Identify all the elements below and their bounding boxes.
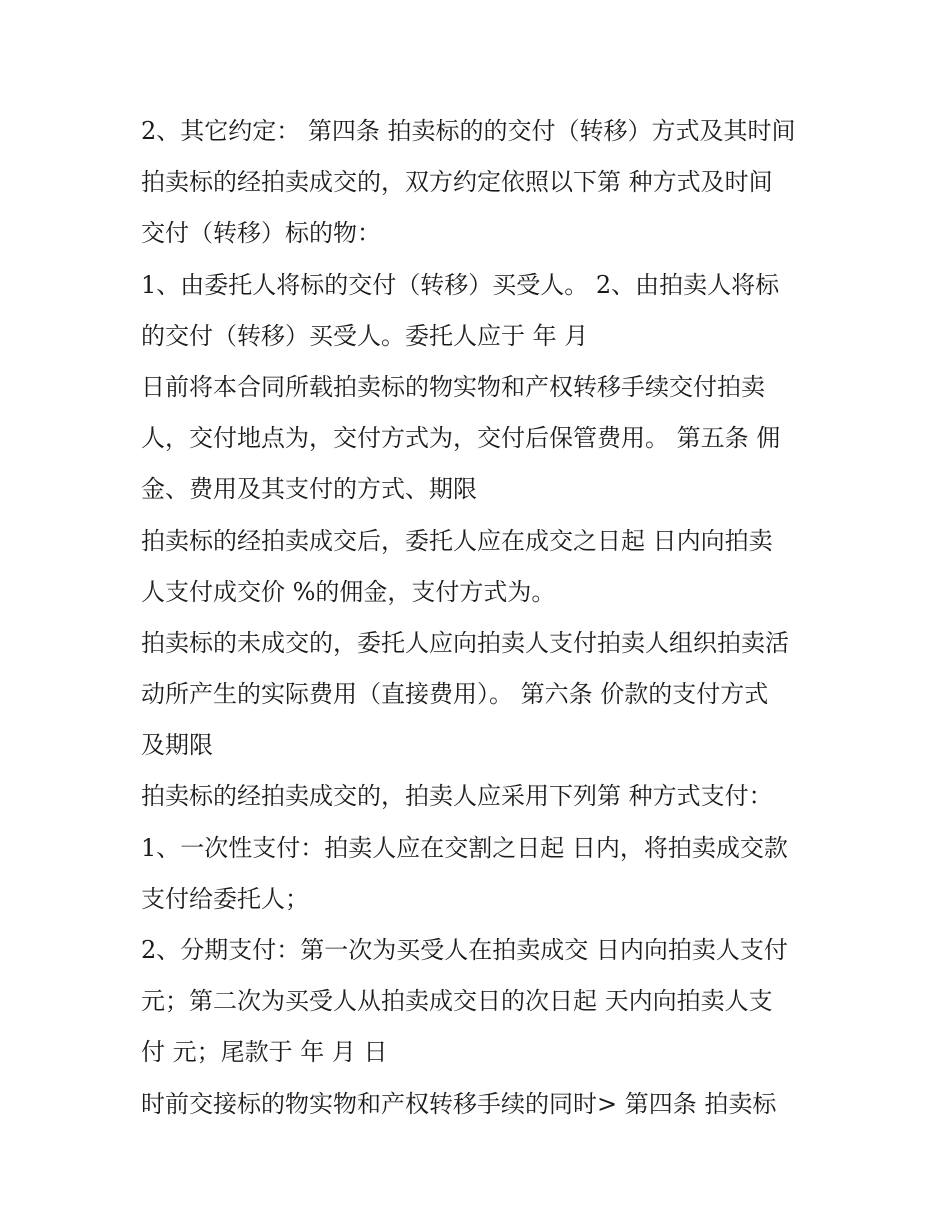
text-line: 及期限 [141,731,213,760]
text-line: 元；第二次为买受人从拍卖成交日的次日起 天内向拍卖人支 [141,987,773,1016]
text-line: 拍卖标的经拍卖成交的，双方约定依照以下第 种方式及时间 [141,168,773,197]
text-line: 时前交接标的物实物和产权转移手续的同时> 第四条 拍卖标 [141,1089,777,1118]
text-line: 付 元；尾款于 年 月 日 [141,1038,388,1067]
text-line: 金、费用及其支付的方式、期限 [141,475,477,504]
text-line: 1、由委托人将标的交付（转移）买受人。 2、由拍卖人将标 [141,270,780,299]
text-line: 支付给委托人； [141,884,309,913]
text-line: 拍卖标的未成交的，委托人应向拍卖人支付拍卖人组织拍卖活 [141,628,789,657]
text-line: 人，交付地点为，交付方式为，交付后保管费用。 第五条 佣 [141,424,781,453]
text-line: 的交付（转移）买受人。委托人应于 年 月 [141,321,589,350]
text-line: 人支付成交价 %的佣金，支付方式为。 [141,577,556,606]
text-line: 拍卖标的经拍卖成交的，拍卖人应采用下列第 种方式支付： [141,782,773,811]
text-line: 拍卖标的经拍卖成交后，委托人应在成交之日起 日内向拍卖 [141,526,773,555]
text-line: 日前将本合同所载拍卖标的物实物和产权转移手续交付拍卖 [141,372,765,401]
text-line: 动所产生的实际费用（直接费用）。 第六条 价款的支付方式 [141,680,769,709]
text-line: 交付（转移）标的物： [141,219,381,248]
text-line: 2、其它约定： 第四条 拍卖标的的交付（转移）方式及其时间 [141,117,796,145]
contract-text [141,106,821,1130]
text-line: 2、分期支付：第一次为买受人在拍卖成交 日内向拍卖人支付 [141,936,788,964]
text-line: 1、一次性支付：拍卖人应在交割之日起 日内，将拍卖成交款 [141,833,788,862]
